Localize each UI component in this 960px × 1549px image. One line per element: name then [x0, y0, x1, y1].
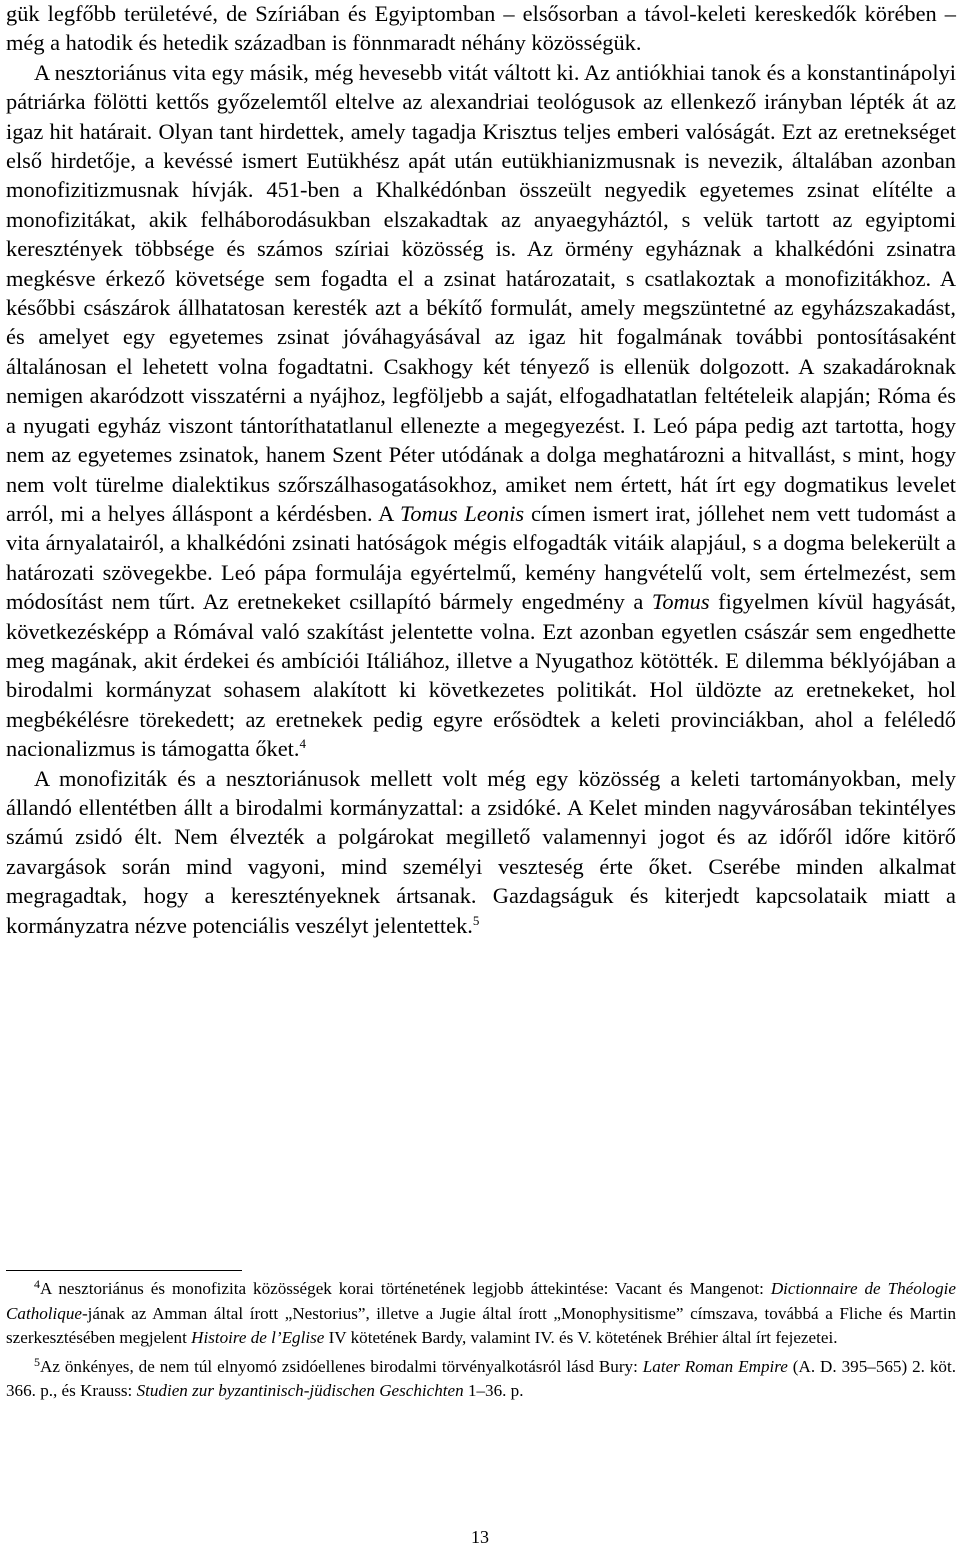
footnote-4-text-c: IV kötetének Bardy, valamint IV. és V. kötetének Bréhier által írt fejezetei.: [324, 1328, 838, 1347]
footnote-4-title-2: Histoire de l’Eglise: [191, 1328, 325, 1347]
footnote-4-text-b: -jának az Amman által írott „Nestorius”, illetve a Jugie által írott „Monophysitisme” címszava, továbbá a Fliche és Martin szerkesztésében megjelent: [6, 1303, 956, 1347]
paragraph-2-text-a: A nesztoriánus vita egy másik, még hevesebb vitát váltott ki. Az antiókhiai tanok és a konstantinápolyi pátriárka fölötti kettős győzelemtől eltelve az alexandriai teológusok az ellenkező irányban lépték át az igaz hit határait. Olyan tant hirdettek, amely tagadja Krisztus teljes emberi valóságát. Ezt az eretnekséget első hirdetője, a kevéssé ismert Eutükhész apát után eutükhianizmusnak is nevezik, általában azonban monofizitizmusnak hívják. 451-ben a Khalkédónban összeült negyedik egyetemes zsinat elítélte a monofizitákat, akik felháborodásukban elszakadtak az anyaegyháztól, s velük tartott az egyiptomi keresztények többsége és számos szíriai közösség is. Az örmény egyháznak a khalkédóni zsinatra megkésve érkező követsége sem fogadta el a zsinat határozatait, s csatlakoztak a monofizitákhoz. A későbbi császárok állhatatosan keresték azt a békítő formulát, amely megszüntetné az egyházszakadást, és amelyet egy egyetemes zsinat jóváhagyásával az igaz hit fogalmának további pontosításaként általánosan el lehetett volna fogadtatni. Csakhogy két tényező is ellenük dolgozott. A szakadároknak nemigen akaródzott visszatérni a nyájhoz, legföljebb a saját, elfogadhatatlan feltételeik alapján; Róma és a nyugati egyház viszont tántoríthatatlanul ellenezte a megegyezést. I. Leó pápa pedig azt tartotta, hogy nem az egyetemes zsinatok, hanem Szent Péter utódának a dolga meghatározni a hitvallást, s mint, hogy nem volt türelme dialektikus szőrszálhasogatásokhoz, amiket nem értett, hát írt egy dogmatikus levelet arról, mi a helyes álláspont a kérdésben. A: [6, 59, 956, 526]
footnote-ref-5[interactable]: 5: [472, 912, 480, 928]
paragraph-3: [6, 764, 956, 940]
page-body: [6, 0, 956, 940]
paragraph-3-text: A monofiziták és a nesztoriánusok mellett volt még egy közösség a keleti tartományokban, mely állandó ellentétben állt a birodalmi kormányzattal: a zsidóké. A Kelet minden nagyvárosában tekintélyes számú zsidó élt. Nem élvezték a polgárokat megillető valamennyi jogot és az időről időre kitörő zavargások során mind vagyoni, mind személyi veszteség érte őket. Cserébe minden alkalmat megragadtak, hogy a keresztényeknek ártsanak. Gazdagságuk és kiterjedt kapcsolataik miatt a kormányzatra nézve potenciális veszélyt jelentettek.: [6, 765, 956, 938]
paragraph-1: [6, 0, 956, 58]
footnote-5-number: 5: [34, 1354, 40, 1369]
footnote-5-text-b: (A. D. 395–565) 2. köt. 366. p., és Krauss:: [6, 1356, 956, 1400]
footnote-5-text-c: 1–36. p.: [463, 1381, 524, 1400]
footnotes: [6, 1270, 956, 1404]
footnote-ref-4[interactable]: 4: [299, 736, 306, 752]
footnote-separator: [6, 1270, 242, 1271]
paragraph-2: [6, 58, 956, 764]
footnote-5: [6, 1355, 956, 1404]
footnote-4-text-a: A nesztoriánus és monofizita közösségek korai történetének legjobb áttekintése: Vacant és Mangenot:: [40, 1279, 771, 1298]
footnote-4-title-1: Dictionnaire de Théologie Catholique: [6, 1279, 956, 1323]
footnote-5-title-2: Studien zur byzantinisch-jüdischen Geschichten: [136, 1381, 464, 1400]
paragraph-2-text-c: figyelmen kívül hagyását, következésképp a Rómával való szakítást jelentette volna. Ezt azonban egyetlen császár sem engedhette meg magának, akit érdekei és ambíciói Itáliához, illetve a Nyugathoz kötötték. E dilemma béklyójában a birodalmi kormányzat sohasem alakított ki következetes politikát. Hol üldözte az eretnekeket, hol megbékélésre törekedett; az eretnekek pedig egyre erősödtek a keleti provinciákban, ahol a feléledő nacionalizmus is támogatta őket.: [6, 589, 956, 762]
title-tomus: Tomus: [651, 589, 710, 615]
title-tomus-leonis: Tomus Leonis: [399, 500, 525, 526]
page-number: 13: [471, 1527, 489, 1547]
main-text: [6, 0, 956, 940]
paragraph-1-text: gük legfőbb területévé, de Szíriában és Egyiptomban – elsősorban a távol-keleti kereskedők körében – még a hatodik és hetedik században is fönnmaradt néhány közösségük.: [6, 1, 956, 56]
footnote-4-number: 4: [34, 1277, 40, 1291]
footnote-5-title-1: Later Roman Empire: [642, 1356, 788, 1376]
footnote-5-text-a: Az önkényes, de nem túl elnyomó zsidóellenes birodalmi törvényalkotásról lásd Bury:: [40, 1356, 643, 1376]
paragraph-2-text-b: címen ismert irat, jóllehet nem vett tudomást a vita árnyalatairól, a khalkédóni zsinati hatóságok mégis elfogadták vitáik alapjául, s a dogma belekerült a határozati szövegekbe. Leó pápa formulája egyértelmű, kemény hangvételű volt, sem értelmezést, sem módosítást nem tűrt. Az eretnekeket csillapító bármely engedmény a: [6, 500, 957, 615]
footnote-4: [6, 1277, 956, 1351]
